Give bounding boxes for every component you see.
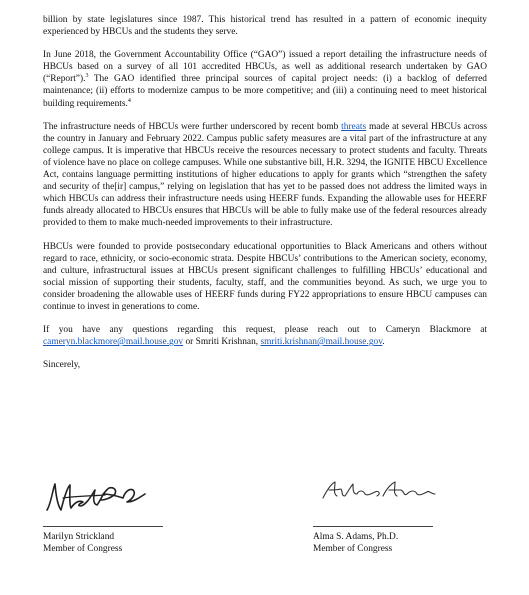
paragraph-3-text-a: The infrastructure needs of HBCUs were further underscored by recent bomb: [43, 121, 342, 132]
paragraph-5-text-a: If you have any questions regarding this request, please reach out to Cameryn Blackmore at: [43, 325, 487, 336]
email-link-krishnan[interactable]: smriti.krishnan@mail.house.gov: [260, 337, 383, 348]
signatory-title: Member of Congress: [43, 544, 123, 554]
signatory-strickland: [43, 476, 243, 554]
paragraph-2-text-b: The GAO identified three principal sources of capital project needs: (i) a backlog of deferred maintenance; (ii) efforts to modernize campus to be more competitive; and (iii) a continuing need to meet historical building requirements.: [43, 74, 487, 109]
signature-block: [43, 476, 487, 586]
paragraph-3: [43, 121, 487, 230]
strickland-signature-image: [43, 476, 153, 518]
adams-signature-image: [319, 476, 449, 510]
paragraph-2-text-a: In June 2018, the Government Accountability Office (“GAO”) issued a report detailing the infrastructure needs of HBCUs based on a survey of all 101 accredited HBCUs, as well as additional research undertaken by GAO (“Report”).: [43, 50, 487, 85]
signatory-adams: [313, 476, 513, 554]
signature-line-right: [313, 526, 433, 527]
email-link-blackmore[interactable]: cameryn.blackmore@mail.house.gov: [43, 337, 184, 348]
footnote-4-marker[interactable]: 4: [127, 97, 131, 104]
paragraph-2: [43, 49, 487, 109]
paragraph-5-text-c: .: [382, 337, 385, 348]
threats-link[interactable]: threats: [341, 121, 367, 132]
signatory-name: Marilyn Strickland: [43, 532, 115, 542]
paragraph-5: [43, 324, 487, 348]
paragraph-1: billion by state legislatures since 1987. This historical trend has resulted in a pattern of economic inequity experienced by HBCUs and the students they serve.: [43, 15, 487, 38]
footnote-3-marker[interactable]: 3: [85, 73, 89, 80]
paragraph-4: HBCUs were founded to provide postsecondary educational opportunities to Black Americans and others without regard to race, ethnicity, or socio-economic strata. Despite HBCUs’ contributions to the American society, economy, and culture, infrastructural issues at HBCUs present significant challenges to fulfilling HBCUs’ educational and social mission of supporting their students, faculty, staff, and the communities beyond. As such, we urge you to consider broadening the allowable uses of HEERF funds during FY22 appropriations to ensure HBCU campuses can continue to invest in generations to come.: [43, 241, 487, 312]
letter-body: [43, 14, 487, 382]
signatory-title: Member of Congress: [313, 544, 393, 554]
closing: Sincerely,: [43, 360, 81, 371]
signatory-name: Alma S. Adams, Ph.D.: [313, 532, 399, 542]
signature-line-left: [43, 526, 163, 527]
paragraph-3-text-b: made at several HBCUs across the country in January and February 2022. Campus public safety measures are a vital part of the infrastructure at any college campus. It is imperative that HBCUs receive the resources necessary to protect students and faculty. Threats of violence have no place on college campuses. While one substantive bill, H.R. 3294, the IGNITE HBCU Excellence Act, contains language permitting institutions of higher educations to apply for grants which “strengthen the safety and security of the[ir] campus,” relying on legislation that has yet to be passed does not address the limited ways in which HBCUs can address their infrastructure needs using HEERF funds. Expanding the allowable uses for HEERF funds already allocated to HBCUs ensures that HBCUs will be able to fully make use of the federal resources already provided to them to make much-needed improvements to their infrastructure.: [43, 121, 487, 229]
paragraph-5-text-b: or Smriti Krishnan,: [183, 337, 261, 348]
